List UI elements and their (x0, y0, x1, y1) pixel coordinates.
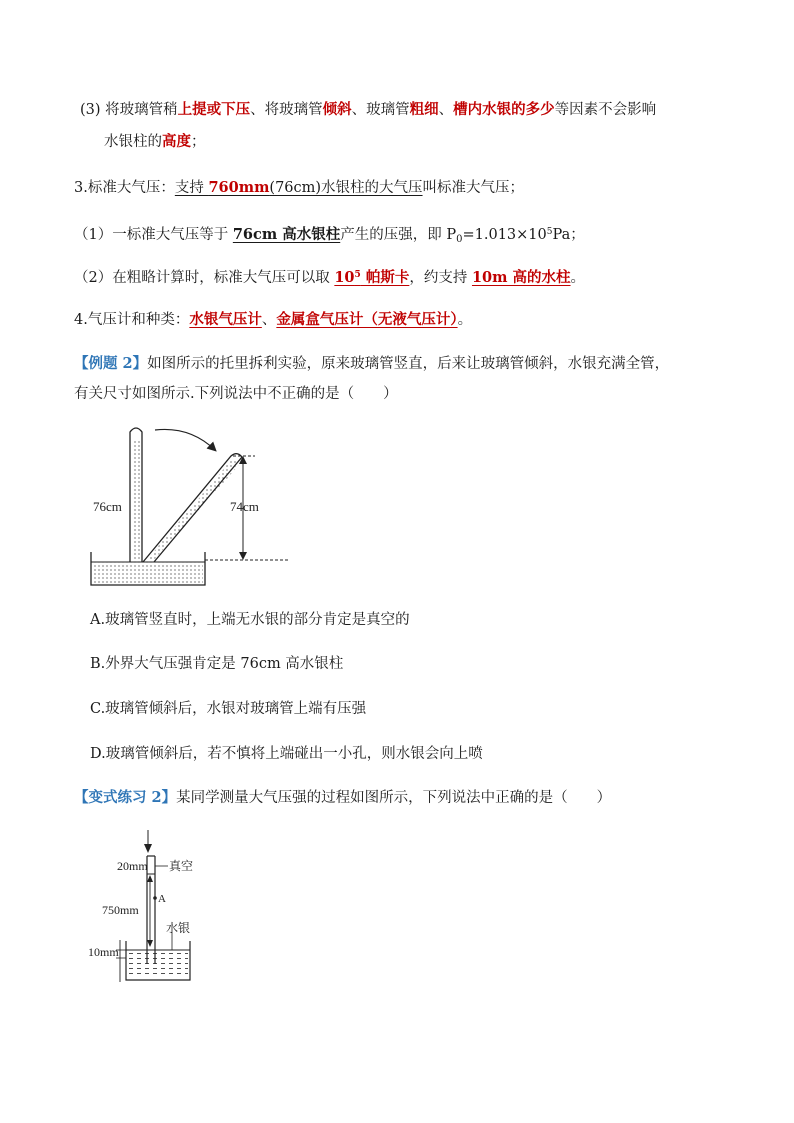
torricelli-tilt-figure (85, 420, 305, 590)
option-b: B.外界大气压强肯定是 76cm 高水银柱 (90, 656, 344, 672)
example-2-tag: 【例题 2】 (74, 355, 148, 372)
label-10mm: 10mm (88, 945, 119, 959)
option-c: C.玻璃管倾斜后，水银对玻璃管上端有压强 (90, 701, 367, 717)
standard-pressure-definition: 支持 760mm(76cm)水银柱的大气压 (174, 179, 423, 196)
tilted-tube (143, 454, 242, 562)
trough-mercury (128, 950, 188, 978)
item-3-number: (3) (80, 102, 101, 118)
label-mercury: 水银 (166, 921, 191, 935)
item-3-line2: 水银柱的高度； (104, 133, 206, 150)
highlight-mercury-amount: 槽内水银的多少 (453, 101, 555, 118)
section-4-title: 4.气压计和种类：水银气压计、金属盒气压计（无液气压计）。 (74, 311, 473, 328)
highlight-76cm-mercury: 76cm 高水银柱 (232, 226, 341, 243)
section-3-item-1: （1）一标准大气压等于 76cm 高水银柱产生的压强，即 $P_0=1.013\times 10^5Pa$； (74, 226, 585, 245)
highlight-aneroid-barometer: 金属盒气压计（无液气压计） (276, 311, 458, 328)
highlight-10m-water: 10m 高的水柱 (471, 269, 571, 286)
label-20mm: 20mm (117, 859, 148, 873)
rotation-arrow (155, 429, 215, 450)
option-a: A.玻璃管竖直时，上端无水银的部分肯定是真空的 (90, 612, 410, 628)
item-3-line1: (3) 将玻璃管稍上提或下压、将玻璃管倾斜、玻璃管粗细、槽内水银的多少等因素不会影响 (80, 101, 657, 118)
highlight-mercury-barometer: 水银气压计 (189, 311, 262, 328)
label-76cm: 76cm (93, 499, 122, 514)
highlight-tilt: 倾斜 (322, 101, 352, 118)
highlight-thickness: 粗细 (409, 101, 439, 118)
label-vacuum: 真空 (169, 859, 194, 873)
highlight-10-5-pascal: $10^5$ 帕斯卡 (334, 269, 410, 286)
example-2-line2: 有关尺寸如图所示.下列说法中不正确的是（ ） (74, 386, 398, 402)
variant-2-tag: 【变式练习 2】 (74, 789, 177, 806)
label-A: A (158, 893, 166, 905)
variant-2-line: 【变式练习 2】某同学测量大气压强的过程如图所示，下列说法中正确的是（ ） (74, 789, 612, 806)
glass-tube (147, 856, 155, 964)
label-750mm: 750mm (102, 903, 139, 917)
vertical-tube (130, 428, 142, 562)
label-74cm: 74cm (230, 499, 259, 514)
option-d: D.玻璃管倾斜后，若不慎将上端碰出一小孔，则水银会向上喷 (90, 746, 483, 762)
example-2-line1: 【例题 2】如图所示的托里拆利实验，原来玻璃管竖直，后来让玻璃管倾斜，水银充满全管， (74, 355, 670, 372)
barometer-measurement-figure (88, 826, 228, 991)
highlight-lift-or-press: 上提或下压 (177, 101, 251, 118)
section-3-item-2: （2）在粗略计算时，标准大气压可以取 $10^5$ 帕斯卡，约支持 10m 高的水柱。 (74, 269, 586, 286)
highlight-height: 高度 (162, 133, 191, 150)
section-3-title: 3.标准大气压：支持 760mm(76cm)水银柱的大气压叫标准大气压； (74, 179, 525, 196)
